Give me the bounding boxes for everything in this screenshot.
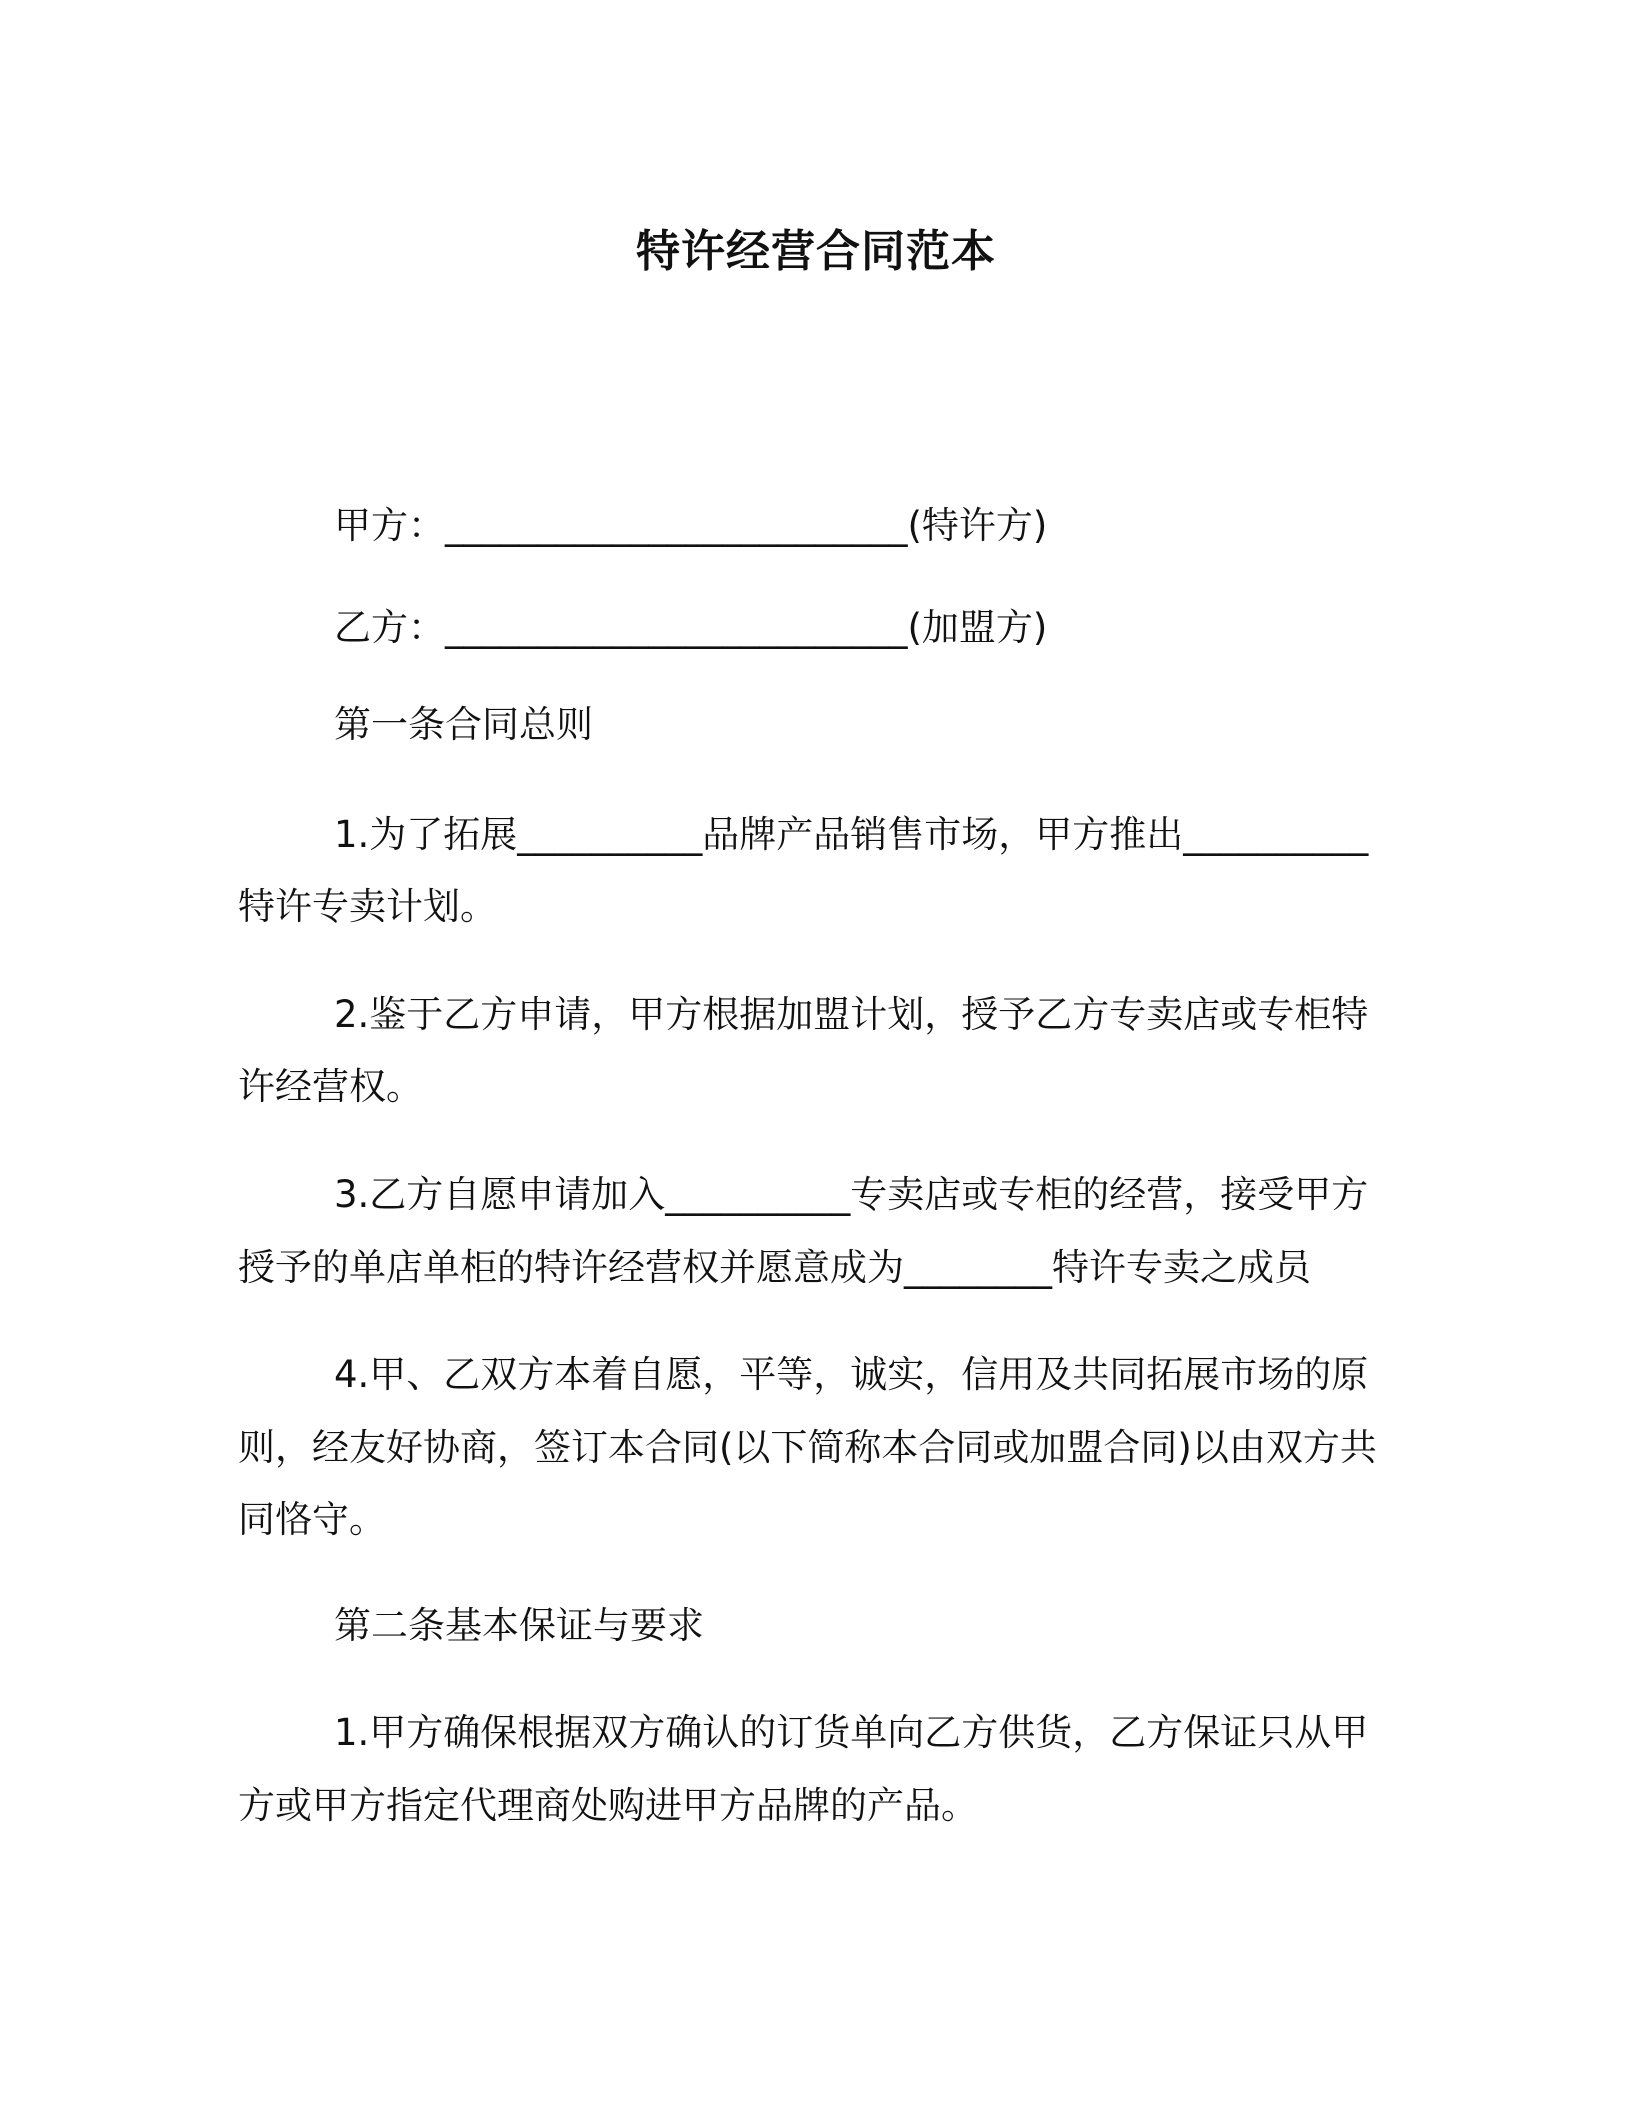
- clause-2-1-line-1: 1.甲方确保根据双方确认的订货单向乙方供货，乙方保证只从甲: [334, 1711, 1369, 1754]
- clause-1-4-line-3: 同恪守。: [238, 1498, 386, 1541]
- clause-1-1-line-1: 1.为了拓展__________品牌产品销售市场，甲方推出__________: [334, 813, 1369, 856]
- clause-2-1-line-2: 方或甲方指定代理商处购进甲方品牌的产品。: [238, 1784, 978, 1827]
- clause-1-2-line-1: 2.鉴于乙方申请，甲方根据加盟计划，授予乙方专卖店或专柜特: [334, 993, 1369, 1036]
- document-title: 特许经营合同范本: [636, 226, 996, 277]
- article-2-heading: 第二条基本保证与要求: [334, 1604, 704, 1647]
- party-a-line: 甲方：_________________________(特许方): [334, 504, 1048, 547]
- clause-1-3-line-2: 授予的单店单柜的特许经营权并愿意成为________特许专卖之成员: [238, 1246, 1311, 1289]
- clause-1-2-line-2: 许经营权。: [238, 1065, 423, 1108]
- clause-1-1-line-2: 特许专卖计划。: [238, 885, 497, 928]
- clause-1-4-line-1: 4.甲、乙双方本着自愿，平等，诚实，信用及共同拓展市场的原: [334, 1353, 1369, 1396]
- party-b-line: 乙方：_________________________(加盟方): [334, 606, 1048, 649]
- clause-1-4-line-2: 则，经友好协商，签订本合同(以下简称本合同或加盟合同)以由双方共: [238, 1426, 1377, 1469]
- article-1-heading: 第一条合同总则: [334, 703, 593, 746]
- clause-1-3-line-1: 3.乙方自愿申请加入__________专卖店或专柜的经营，接受甲方: [334, 1173, 1369, 1216]
